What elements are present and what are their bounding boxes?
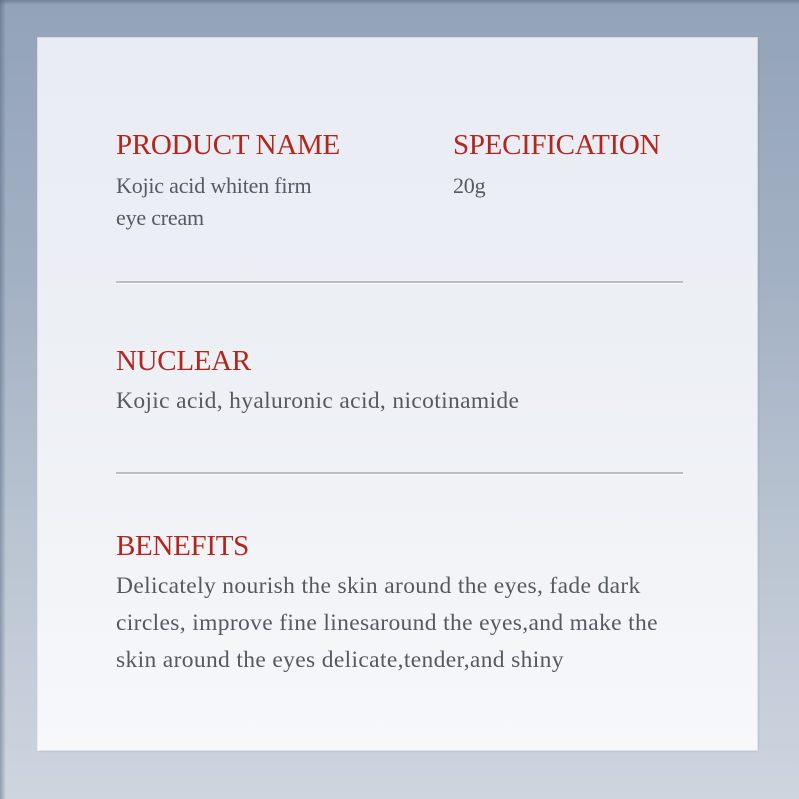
product-name-value <box>116 170 311 234</box>
product-name-heading: PRODUCT NAME <box>116 129 340 161</box>
divider-1 <box>116 281 683 283</box>
product-info-card <box>38 38 757 750</box>
nuclear-value: Kojic acid, hyaluronic acid, nicotinamide <box>116 388 520 414</box>
specification-value: 20g <box>453 173 486 198</box>
benefits-heading: BENEFITS <box>116 530 249 562</box>
nuclear-heading: NUCLEAR <box>116 345 251 377</box>
divider-2 <box>116 472 683 474</box>
product-name-line-2: eye cream <box>116 205 204 230</box>
frame-shadow-top <box>0 0 799 5</box>
frame-shadow-left <box>0 0 6 799</box>
benefits-line-1: Delicately nourish the skin around the eyes, fade dark <box>116 573 641 599</box>
specification-heading: SPECIFICATION <box>453 129 661 161</box>
benefits-line-3: skin around the eyes delicate,tender,and shiny <box>116 647 564 673</box>
benefits-text <box>116 568 658 679</box>
benefits-line-2: circles, improve fine linesaround the eyes,and make the <box>116 610 658 636</box>
product-name-line-1: Kojic acid whiten firm <box>116 173 312 198</box>
